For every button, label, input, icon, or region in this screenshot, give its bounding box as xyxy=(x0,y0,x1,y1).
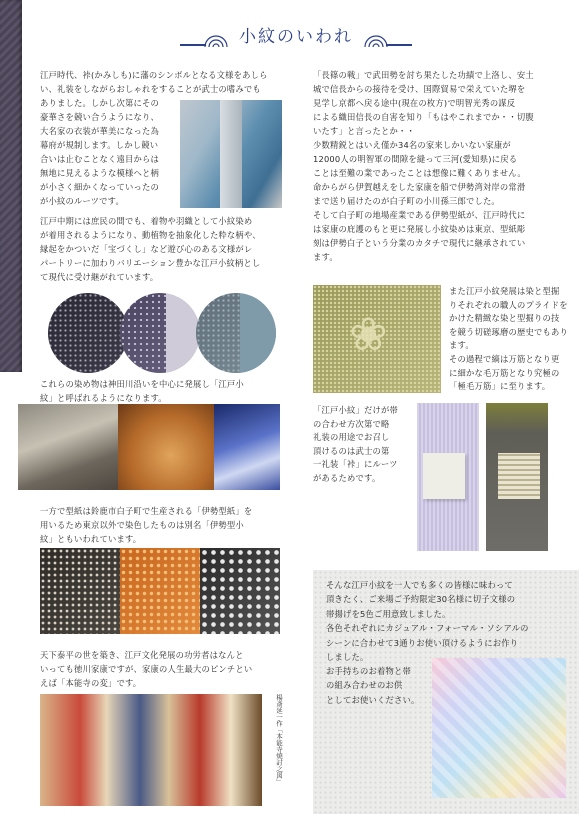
craftsmanship-paragraph: また江戸小紋発展は染と型掘 りそれぞれの職人のプライドを かけた精緻な染と型掘りの技 を競う切磋琢磨の歴史でもあり ます。 その過程で縞は万筋となり更 に細かな毛万筋となり究極の 「極毛万筋」に至ります。 xyxy=(449,286,568,392)
nagashino-paragraph: 「長篠の戦」で武田勢を討ち果たした功績で上洛し、安土 城で信長からの接待を受け、国際貿易で栄えていた堺を 見学し京都へ戻る途中(現在の枚方)で明智光秀の謀反 による織田信長の自害を知り「もはやこれまでか・・切腹 いたす」と言ったとか・・ 少数精鋭とはいえ僅か34名の家来しかいない家康が 12000人の明智軍の間隙を縫って三河(愛知県)に戻る ことは至難の業であったことは想像に難くありません。 命からがら伊賀越えをした家康を船で伊勢湾対岸の常滑 まで送り届けたのが白子町の小川孫三郎でした。 そして白子町の地場産業である伊勢型紙が、江戸時代に は家康の庇護のもと更に発展し小紋染めは東京、型紙彫 刻は伊勢白子という分業のカタチで現代に継承されてい ます。 xyxy=(313,70,534,262)
obiage-photo xyxy=(432,658,566,798)
komon-swatch-circle xyxy=(196,293,276,373)
formalwear-paragraph: 「江戸小紋」だけが帯 の合わせ方次第で略 礼装の用途でお召し 頂けるのは武士の第 一礼装「裃」にルーツ があるためです。 xyxy=(313,405,398,483)
mid-edo-paragraph: 江戸中期には庶民の間でも、着物や羽織として小紋染め が着用されるようになり、動植物を抽象化した粋な柄や、 縁起をかついだ「宝づくし」など遊び心のある文様がレ パートリーに加わりバリエーション豊かな江戸小紋柄とし て現代に受け継がれています。 xyxy=(40,216,261,282)
kanda-paragraph: これらの染め物は神田川沿いを中心に発展し「江戸小 紋」と呼ばれるようになります。 xyxy=(40,379,244,403)
kimono-obi-photo xyxy=(417,403,479,551)
dyeing-photo xyxy=(18,404,118,490)
kimono-edge-image xyxy=(0,0,22,372)
katagami-pattern-photo xyxy=(120,548,200,634)
ise-katagami-paragraph: 一方で型紙は鈴鹿市白子町で生産される「伊勢型紙」を 用いるため東京以外で染色したものは別名「伊勢型小 紋」ともいわれています。 xyxy=(40,506,253,544)
intro-paragraph: 江戸時代、裃(かみしも)に藩のシンボルとなる文様をあしら い、礼装をしながらおしゃれをすることが武士の嗜みでも ありました。しかし次第にその 豪華さを競い合うようになり、 大名家の衣装が華美になった為 幕府が規制します。しかし競い 合いは止むことなく遠目からは 無地に見えるような模様へと柄 が小さく細かくなっていったの が小紋のルーツです。 xyxy=(40,70,268,206)
komon-swatch-circle xyxy=(48,293,128,373)
page-title: 小紋のいわれ xyxy=(239,27,353,47)
dyeing-photo xyxy=(118,404,214,490)
woodblock-caption: 楊斎延一作「本能寺焼討之図」 xyxy=(275,694,283,785)
title-rule-right xyxy=(386,44,412,46)
kimono-obi-photo xyxy=(486,403,548,551)
katagami-pattern-photo xyxy=(40,548,120,634)
honnoji-woodblock-print xyxy=(40,694,262,806)
dyeing-photo xyxy=(214,404,280,490)
ieyasu-paragraph: 天下泰平の世を築き、江戸文化発展の功労者はなんと いっても徳川家康ですが、家康の人生最大のピンチとい えば「本能寺の変」です。 xyxy=(40,650,253,688)
kamishimo-photo xyxy=(180,100,282,208)
gift-usage-text: お手持ちのお着物と帯 の組み合わせのお供 としてお使いください。 xyxy=(326,666,420,705)
katagami-pattern-photo xyxy=(200,548,280,634)
gift-offer-text: そんな江戸小紋を一人でも多くの皆様に味わって 頂きたく、ご来場ご予約限定30名様に切子文様の 帯揚げを5色ご用意致しました。 各色それぞれにカジュアル・フォーマル・ソシアルの シーンに合わせて3通りお使い頂けるようにお作り しました。 xyxy=(326,580,529,663)
wave-icon xyxy=(364,34,388,48)
komon-swatch-circle xyxy=(120,293,200,373)
edo-komon-fabric-photo xyxy=(313,285,441,393)
